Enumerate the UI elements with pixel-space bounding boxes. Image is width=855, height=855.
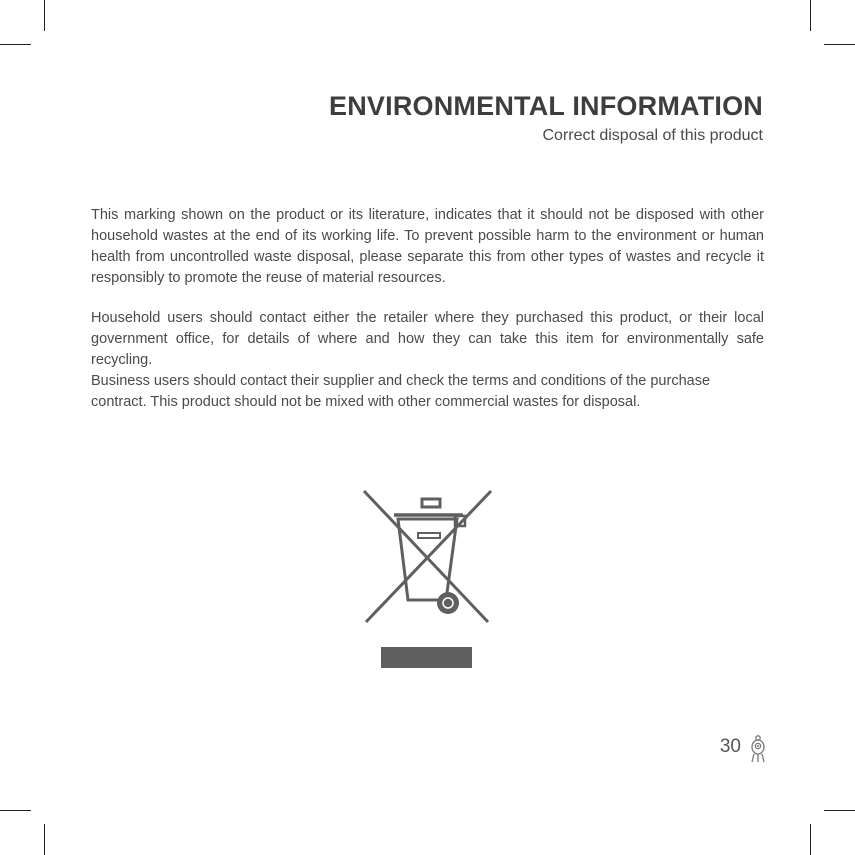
crop-mark	[44, 0, 45, 31]
crop-mark	[810, 0, 811, 31]
paragraph-business: Business users should contact their supplier and check the terms and conditions of the purchase contract. This product should not be mixed with other commercial wastes for disposal.	[91, 373, 711, 410]
page-title: ENVIRONMENTAL INFORMATION	[329, 91, 763, 121]
body-text	[91, 205, 764, 413]
crop-mark	[824, 44, 855, 45]
crop-mark	[824, 810, 855, 811]
weee-bar	[381, 647, 472, 668]
crop-mark	[44, 824, 45, 855]
crop-mark	[0, 44, 31, 45]
page-subtitle: Correct disposal of this product	[542, 127, 763, 144]
crop-mark	[810, 824, 811, 855]
paragraph-household: Household users should contact either the retailer where they purchased this product, or their local government office, for details of where and how they can take this item for environmentally safe recycling.	[91, 310, 764, 368]
crop-mark	[0, 810, 31, 811]
brand-mascot-icon	[749, 734, 767, 764]
crossed-out-wheeled-bin-icon	[360, 488, 495, 628]
page-number: 30	[719, 736, 741, 757]
paragraph-marking: This marking shown on the product or its literature, indicates that it should not be disposed with other household wastes at the end of its working life. To prevent possible harm to the environment or human health from uncontrolled waste disposal, please separate this from other types of wastes and recycle it responsibly to promote the reuse of material resources.	[91, 207, 764, 286]
